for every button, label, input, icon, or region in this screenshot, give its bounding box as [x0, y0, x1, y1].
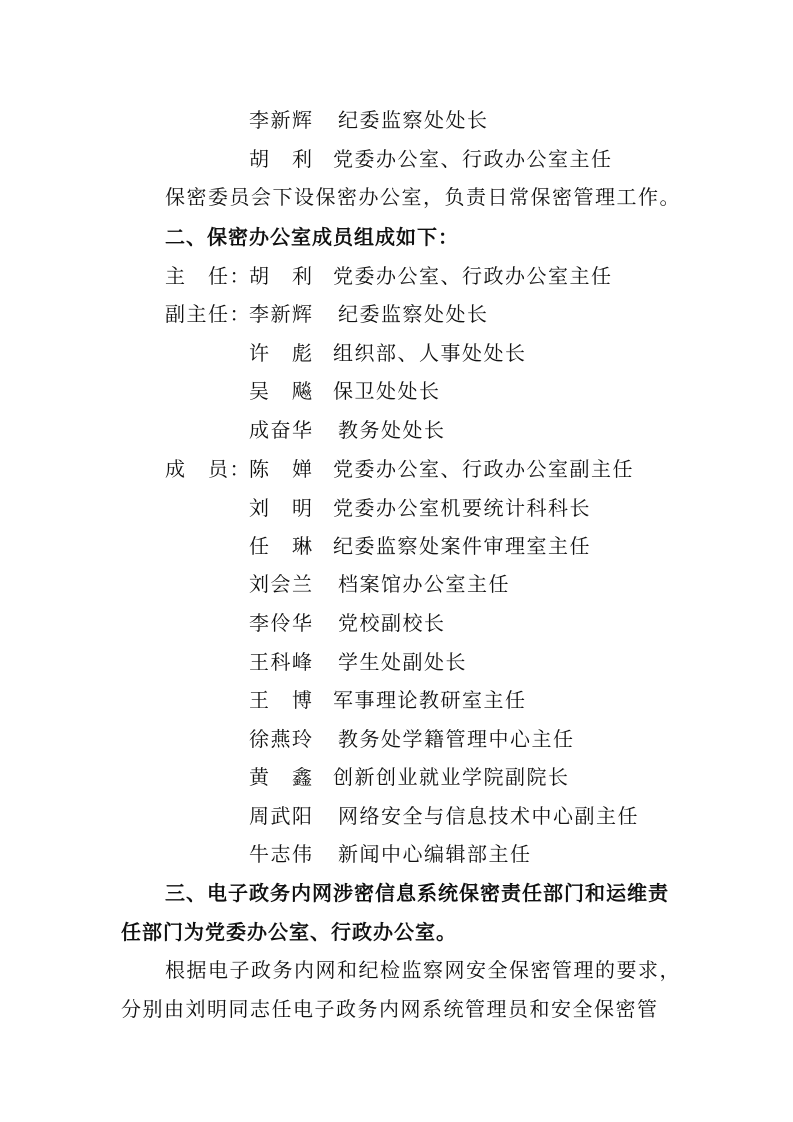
member-title: 纪委监察处处长	[338, 108, 489, 132]
deputy-label: 副主任：	[165, 302, 251, 326]
deputy-title: 保卫处处长	[333, 379, 441, 403]
paragraph-line: 分别由刘明同志任电子政务内网系统管理员和安全保密管	[121, 997, 659, 1021]
director-name: 胡 利	[249, 264, 314, 288]
member-name: 周武阳	[249, 804, 314, 828]
director-title: 党委办公室、行政办公室主任	[333, 264, 613, 288]
member-title: 党委办公室、行政办公室主任	[333, 147, 613, 171]
member-name: 胡 利	[249, 147, 314, 171]
member-title: 党校副校长	[338, 611, 446, 635]
member-name: 王 博	[249, 688, 314, 712]
paragraph-line: 根据电子政务内网和纪检监察网安全保密管理的要求，	[165, 958, 681, 982]
member-name: 刘 明	[249, 496, 314, 520]
member-name: 刘会兰	[249, 572, 314, 596]
member-title: 教务处学籍管理中心主任	[338, 727, 575, 751]
member-name: 李新辉	[249, 108, 314, 132]
member-name: 李伶华	[249, 611, 314, 635]
deputy-name: 李新辉	[249, 302, 314, 326]
member-name: 王科峰	[249, 650, 314, 674]
member-title: 党委办公室、行政办公室副主任	[333, 457, 634, 481]
member-title: 档案馆办公室主任	[338, 572, 510, 596]
member-title: 纪委监察处案件审理室主任	[333, 534, 591, 558]
committee-note: 保密委员会下设保密办公室，负责日常保密管理工作。	[165, 185, 681, 209]
deputy-title: 纪委监察处处长	[338, 302, 489, 326]
member-name: 任 琳	[249, 534, 314, 558]
deputy-name: 吴 飚	[249, 379, 314, 403]
deputy-name: 许 彪	[249, 341, 314, 365]
director-label: 主 任：	[165, 264, 251, 288]
section2-heading: 二、保密办公室成员组成如下：	[165, 225, 459, 249]
member-title: 学生处副处长	[338, 650, 467, 674]
deputy-name: 成奋华	[249, 418, 314, 442]
member-title: 党委办公室机要统计科科长	[333, 496, 591, 520]
section3-heading: 三、电子政务内网涉密信息系统保密责任部门和运维责	[165, 881, 669, 905]
member-name: 陈 婵	[249, 457, 314, 481]
deputy-title: 教务处处长	[338, 418, 446, 442]
member-title: 新闻中心编辑部主任	[338, 842, 532, 866]
deputy-title: 组织部、人事处处长	[333, 341, 527, 365]
member-title: 网络安全与信息技术中心副主任	[338, 804, 639, 828]
section3-heading-cont: 任部门为党委办公室、行政办公室。	[121, 920, 457, 944]
member-label: 成 员：	[165, 457, 251, 481]
member-name: 牛志伟	[249, 842, 314, 866]
member-title: 创新创业就业学院副院长	[333, 765, 570, 789]
member-title: 军事理论教研室主任	[333, 688, 527, 712]
member-name: 黄 鑫	[249, 765, 314, 789]
member-name: 徐燕玲	[249, 727, 314, 751]
